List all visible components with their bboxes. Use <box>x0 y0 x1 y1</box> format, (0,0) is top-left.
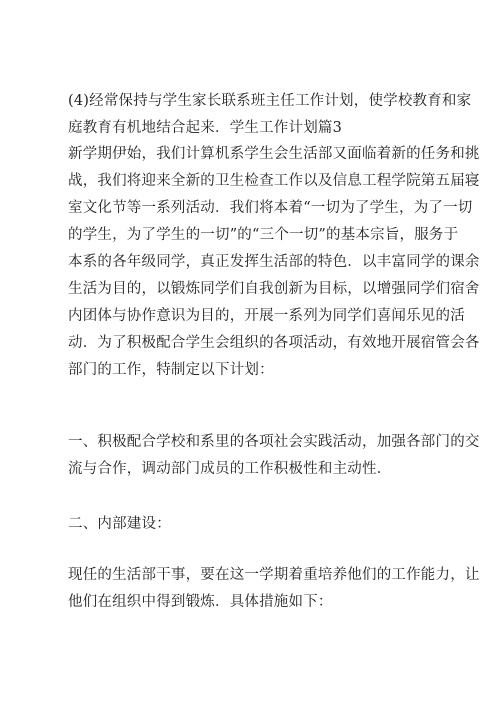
text-line: 动．为了积极配合学生会组织的各项活动，有效地开展宿管会各 <box>68 335 480 351</box>
text-line: 室文化节等一系列活动．我们将本着“一切为了学生，为了一切 <box>68 200 473 216</box>
text-line: 本系的各年级同学，真正发挥生活部的特色．以丰富同学的课余 <box>68 254 480 270</box>
text-line: 生活为目的，以锻炼同学们自我创新为目标，以增强同学们宿舍 <box>68 281 480 297</box>
text-line: 新学期伊始，我们计算机系学生会生活部又面临着新的任务和挑 <box>68 146 480 162</box>
text-line: 部门的工作，特制定以下计划： <box>68 362 274 378</box>
text-line: 一、积极配合学校和系里的各项社会实践活动，加强各部门的交 <box>68 434 480 450</box>
text-line: 二、内部建设： <box>68 516 171 532</box>
text-line: 流与合作，调动部门成员的工作积极性和主动性． <box>68 461 392 477</box>
paragraph-staff-training <box>68 562 480 616</box>
text-line: 战，我们将迎来全新的卫生检查工作以及信息工程学院第五届寝 <box>68 173 480 189</box>
text-line: (4)经常保持与学生家长联系班主任工作计划，使学校教育和家 <box>68 93 472 109</box>
paragraph-family-contact <box>68 88 472 142</box>
text-line: 现任的生活部干事，要在这一学期着重培养他们的工作能力，让 <box>68 567 480 583</box>
text-line: 的学生，为了学生的一切”的“三个一切”的基本宗旨，服务于 <box>68 227 459 243</box>
section-heading-internal-construction <box>68 511 436 538</box>
text-line: 他们在组织中得到锻炼．具体措施如下： <box>68 594 333 610</box>
text-line: 内团体与协作意识为目的，开展一系列为同学们喜闻乐见的活 <box>68 308 465 324</box>
paragraph-introduction <box>68 141 480 384</box>
text-line: 庭教育有机地结合起来．学生工作计划篇3 <box>68 120 343 136</box>
paragraph-section-one <box>68 429 480 483</box>
